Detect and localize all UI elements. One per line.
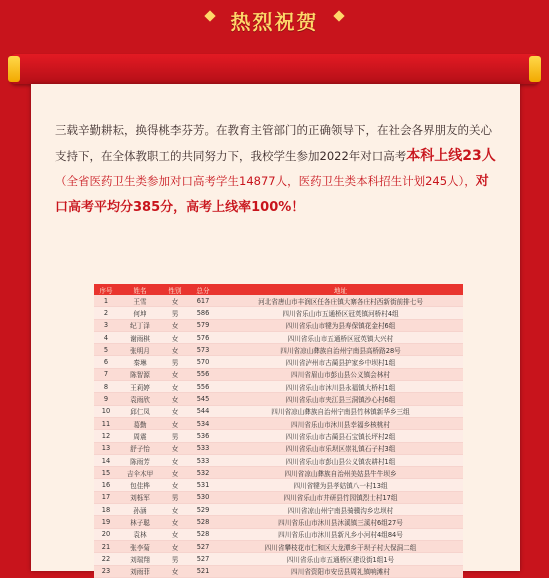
table-row	[94, 319, 463, 331]
cell-no: 16	[94, 479, 118, 491]
cell-gender: 女	[162, 467, 188, 479]
table-row	[94, 417, 463, 429]
scroll-knob-right	[529, 56, 541, 82]
scroll-rod	[10, 54, 539, 84]
cell-no: 21	[94, 540, 118, 552]
cell-name: 刘栎军	[118, 491, 162, 503]
cell-name: 王莉婷	[118, 381, 162, 393]
cell-address: 四川省乐山市五通桥区建设街1组1号	[218, 553, 463, 565]
cell-no: 9	[94, 393, 118, 405]
cell-address: 河北省唐山市丰润区任各庄镇大寨各庄村西新街前排七号	[218, 295, 463, 307]
col-header-score: 总分	[188, 284, 218, 295]
cell-gender: 女	[162, 528, 188, 540]
cell-no: 1	[94, 295, 118, 307]
cell-address: 四川省眉山市彭山县公义镇会林村	[218, 368, 463, 380]
cell-address: 四川省乐山市沐川县幸福乡核桃村	[218, 417, 463, 429]
table-row	[94, 393, 463, 405]
cell-name: 陈智源	[118, 368, 162, 380]
intro-highlight-2: 对口高考平均分385分，高考上线率100%！	[55, 174, 489, 215]
intro-text-2: （全省医药卫生类参加对口高考学生14877人，医药卫生类本科招生计划245人），	[55, 174, 476, 188]
cell-name: 秦琳	[118, 356, 162, 368]
cell-name: 孙涵	[118, 504, 162, 516]
cell-no: 10	[94, 405, 118, 417]
intro-paragraph	[55, 118, 500, 220]
cell-gender: 女	[162, 295, 188, 307]
cell-name: 王雪	[118, 295, 162, 307]
cell-score: 544	[188, 405, 218, 417]
cell-address: 四川省凉山彝族自治州宁南县高桥路28号	[218, 344, 463, 356]
cell-address: 四川省乐山市五通桥区冠英镇大兴村	[218, 331, 463, 343]
table-row	[94, 295, 463, 307]
table-row	[94, 442, 463, 454]
cell-no: 4	[94, 331, 118, 343]
cell-score: 528	[188, 528, 218, 540]
cell-score: 533	[188, 454, 218, 466]
cell-gender: 男	[162, 356, 188, 368]
table-row	[94, 491, 463, 503]
col-header-gender: 性别	[162, 284, 188, 295]
cell-score: 534	[188, 417, 218, 429]
cell-no: 3	[94, 319, 118, 331]
col-header-no: 序号	[94, 284, 118, 295]
cell-gender: 男	[162, 307, 188, 319]
table-row	[94, 516, 463, 528]
table-row	[94, 307, 463, 319]
cell-name: 刘雨菲	[118, 565, 162, 577]
cell-score: 556	[188, 381, 218, 393]
table-row	[94, 405, 463, 417]
cell-gender: 女	[162, 381, 188, 393]
cell-name: 张明月	[118, 344, 162, 356]
cell-gender: 女	[162, 331, 188, 343]
cell-score: 529	[188, 504, 218, 516]
cell-score: 570	[188, 356, 218, 368]
intro-text-1: 三载辛勤耕耘，换得桃李芬芳。在教育主管部门的正确领导下，在社会各界朋友的关心支持下，在全体教职工的共同努力下，我校学生参加2022年对口高考	[55, 123, 492, 163]
cell-gender: 女	[162, 504, 188, 516]
cell-no: 5	[94, 344, 118, 356]
cell-score: 532	[188, 467, 218, 479]
table-row	[94, 381, 463, 393]
cell-score: 586	[188, 307, 218, 319]
cell-name: 舒子怡	[118, 442, 162, 454]
cell-name: 袁雨欣	[118, 393, 162, 405]
cell-address: 四川省乐山市犍为县寿保镇花金村6组	[218, 319, 463, 331]
cell-no: 12	[94, 430, 118, 442]
table-row	[94, 344, 463, 356]
cell-score: 527	[188, 540, 218, 552]
cell-score: 530	[188, 491, 218, 503]
score-table-container	[94, 284, 463, 577]
cell-gender: 女	[162, 344, 188, 356]
cell-gender: 女	[162, 479, 188, 491]
table-row	[94, 479, 463, 491]
table-row	[94, 430, 463, 442]
cell-no: 8	[94, 381, 118, 393]
cell-address: 四川省乐山市夹江县三洞镇沙心村6组	[218, 393, 463, 405]
cell-address: 四川省犍为县孝姑镇八一村13组	[218, 479, 463, 491]
cell-score: 533	[188, 442, 218, 454]
cell-name: 张李菊	[118, 540, 162, 552]
cell-gender: 女	[162, 442, 188, 454]
cell-score: 573	[188, 344, 218, 356]
table-row	[94, 553, 463, 565]
cell-address: 四川省凉山彝族自治州宁南县竹林镇新华乡三组	[218, 405, 463, 417]
cell-no: 23	[94, 565, 118, 577]
cell-address: 四川省攀枝花市仁和区大龙潭乡干坝子村大保洞二组	[218, 540, 463, 552]
cell-name: 葛勤	[118, 417, 162, 429]
cell-gender: 女	[162, 565, 188, 577]
cell-address: 四川省乐山市沐川县沐溪镇三溪村6组27号	[218, 516, 463, 528]
cell-score: 531	[188, 479, 218, 491]
cell-gender: 女	[162, 393, 188, 405]
table-row	[94, 331, 463, 343]
cell-name: 包佳桦	[118, 479, 162, 491]
table-row	[94, 528, 463, 540]
table-row	[94, 504, 463, 516]
intro-highlight-1: 本科上线23人	[406, 147, 496, 164]
cell-no: 18	[94, 504, 118, 516]
page-title: 热烈祝贺	[230, 10, 319, 34]
col-header-address: 地址	[218, 284, 463, 295]
cell-name: 纪丁泽	[118, 319, 162, 331]
cell-name: 周震	[118, 430, 162, 442]
cell-no: 14	[94, 454, 118, 466]
cell-no: 11	[94, 417, 118, 429]
cell-gender: 女	[162, 319, 188, 331]
cell-gender: 女	[162, 516, 188, 528]
cell-name: 何坤	[118, 307, 162, 319]
cell-no: 19	[94, 516, 118, 528]
cell-gender: 男	[162, 553, 188, 565]
table-row	[94, 540, 463, 552]
cell-no: 6	[94, 356, 118, 368]
cell-gender: 女	[162, 368, 188, 380]
table-row	[94, 454, 463, 466]
cell-address: 四川省泸州市古蔺县护家乡中坝村1组	[218, 356, 463, 368]
cell-address: 四川省乐山市沐川县永福镇大桥村1组	[218, 381, 463, 393]
cell-no: 20	[94, 528, 118, 540]
cell-no: 2	[94, 307, 118, 319]
cell-gender: 男	[162, 430, 188, 442]
table-header-row	[94, 284, 463, 295]
cell-name: 刘瑞翔	[118, 553, 162, 565]
cell-name: 吉伞木甲	[118, 467, 162, 479]
scroll-knob-left	[8, 56, 20, 82]
cell-address: 四川省乐山市沐川县新凡乡小河村4组84号	[218, 528, 463, 540]
cell-gender: 女	[162, 405, 188, 417]
table-row	[94, 467, 463, 479]
cell-score: 576	[188, 331, 218, 343]
cell-address: 四川省乐山市古蔺县石宝镇长坪村2组	[218, 430, 463, 442]
cell-address: 四川省凉山州宁南县骑骥沟乡忠坝村	[218, 504, 463, 516]
cell-address: 四川省凉山彝族自治州美姑县牛牛坝乡	[218, 467, 463, 479]
cell-score: 528	[188, 516, 218, 528]
cell-address: 四川省乐山市彭山县公义镇农耕村1组	[218, 454, 463, 466]
cell-no: 15	[94, 467, 118, 479]
cell-gender: 女	[162, 454, 188, 466]
cell-no: 7	[94, 368, 118, 380]
cell-address: 四川省资阳市安岳县周礼镇响滩村	[218, 565, 463, 577]
cell-name: 邱仁凤	[118, 405, 162, 417]
score-table	[94, 284, 463, 578]
cell-address: 四川省乐山市五通桥区冠英镇河桥村4组	[218, 307, 463, 319]
cell-score: 617	[188, 295, 218, 307]
cell-gender: 女	[162, 417, 188, 429]
cell-gender: 男	[162, 491, 188, 503]
cell-no: 13	[94, 442, 118, 454]
cell-address: 四川省乐山市乐坝区崇礼镇石子村3组	[218, 442, 463, 454]
cell-name: 林子聪	[118, 516, 162, 528]
col-header-name: 姓名	[118, 284, 162, 295]
table-row	[94, 565, 463, 577]
cell-address: 四川省乐山市井研县竹园镇烈士村17组	[218, 491, 463, 503]
cell-score: 527	[188, 553, 218, 565]
cell-score: 536	[188, 430, 218, 442]
cell-score: 545	[188, 393, 218, 405]
cell-score: 579	[188, 319, 218, 331]
table-row	[94, 368, 463, 380]
cell-score: 521	[188, 565, 218, 577]
table-row	[94, 356, 463, 368]
cell-gender: 女	[162, 540, 188, 552]
cell-name: 陈雨芳	[118, 454, 162, 466]
cell-name: 谢雨棋	[118, 331, 162, 343]
cell-score: 556	[188, 368, 218, 380]
cell-name: 袁林	[118, 528, 162, 540]
cell-no: 17	[94, 491, 118, 503]
cell-no: 22	[94, 553, 118, 565]
